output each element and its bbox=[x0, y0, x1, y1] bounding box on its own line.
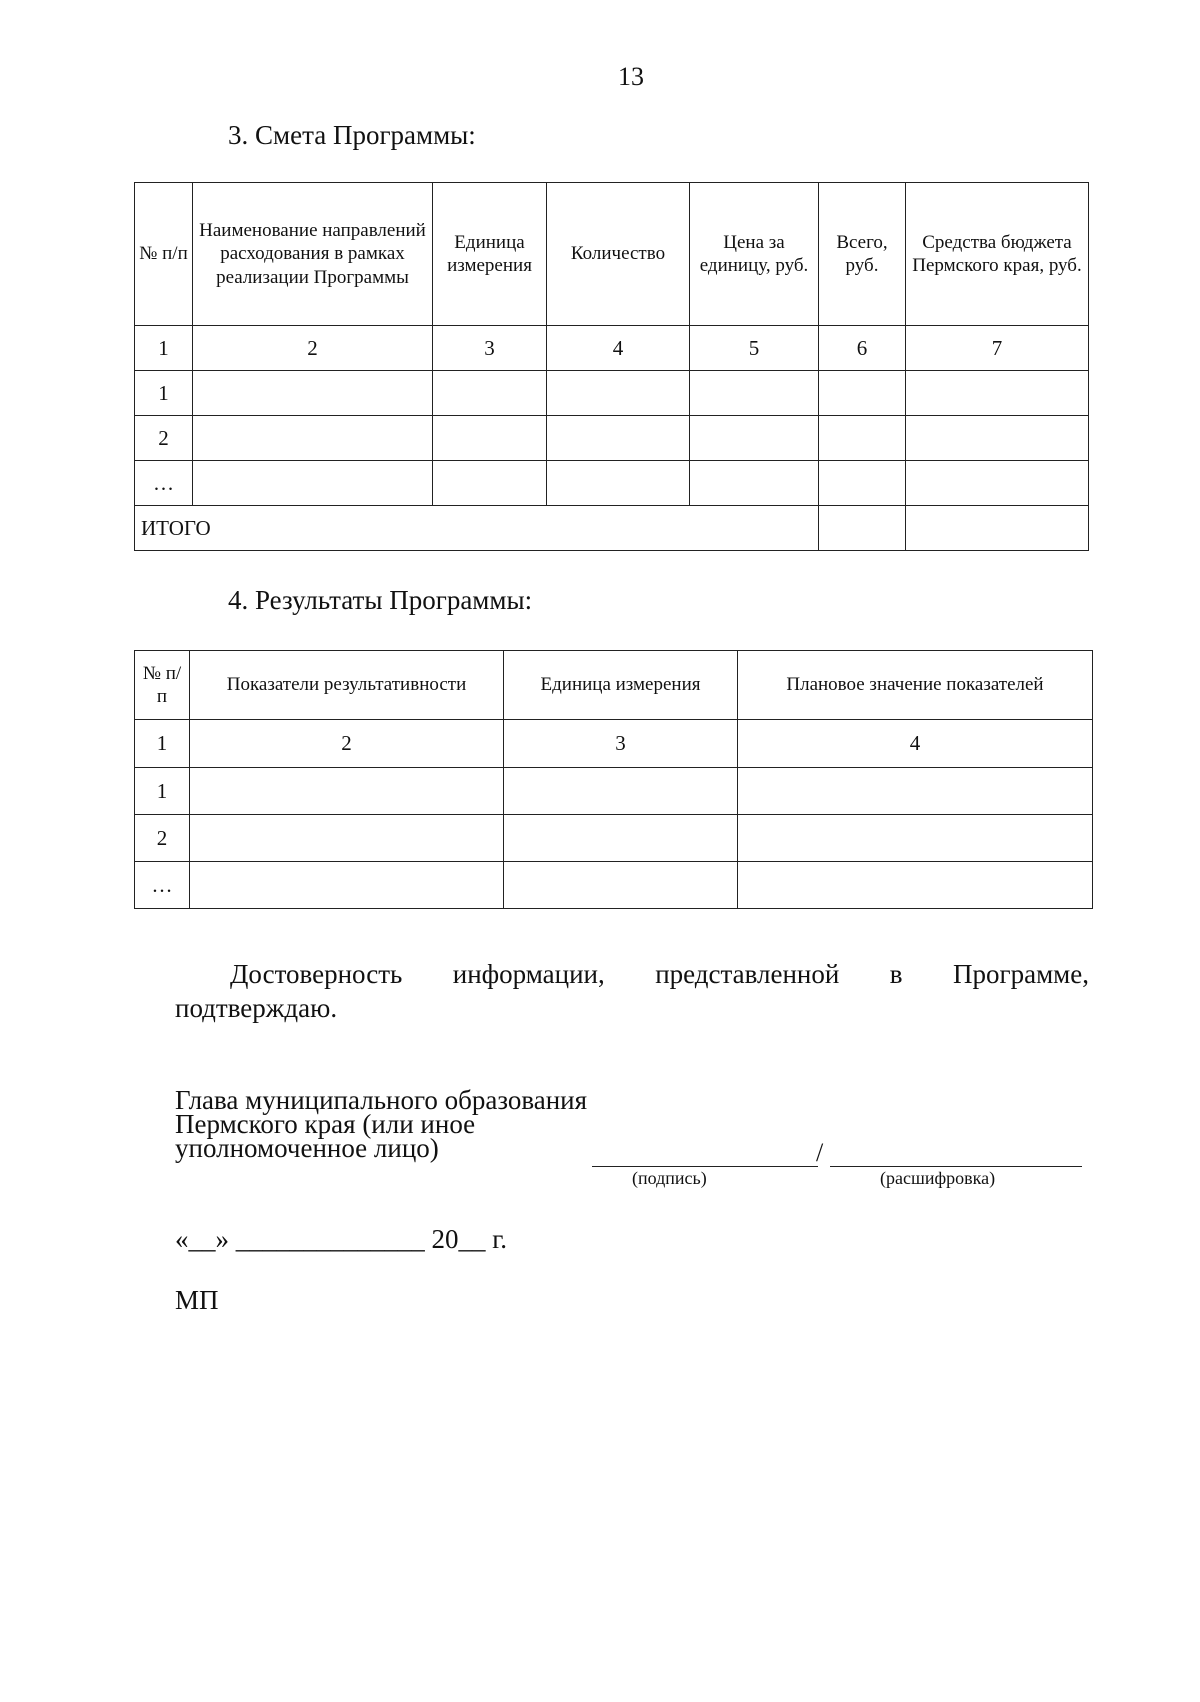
decoding-caption: (расшифровка) bbox=[880, 1168, 996, 1188]
table-row bbox=[135, 416, 1089, 461]
empty-cell bbox=[190, 768, 504, 815]
empty-cell bbox=[190, 815, 504, 862]
empty-cell bbox=[504, 862, 738, 909]
empty-cell bbox=[190, 862, 504, 909]
table-row bbox=[135, 768, 1093, 815]
row-number-cell: 2 bbox=[135, 416, 193, 461]
signatory-title bbox=[175, 1085, 588, 1163]
empty-cell bbox=[433, 416, 547, 461]
results-table-header-row bbox=[135, 651, 1093, 720]
total-label: ИТОГО bbox=[135, 506, 819, 551]
budget-col-quantity-header: Количество bbox=[547, 183, 690, 326]
signature-block bbox=[592, 1136, 1082, 1186]
empty-cell bbox=[547, 371, 690, 416]
empty-cell bbox=[738, 768, 1093, 815]
column-number-cell: 3 bbox=[433, 326, 547, 371]
confirmation-word: информации, bbox=[452, 959, 605, 989]
table-row bbox=[135, 862, 1093, 909]
budget-col-direction-header: Наименование направлений расходования в рамках реализации Программы bbox=[193, 183, 433, 326]
budget-table bbox=[134, 182, 1089, 551]
stamp-label: МП bbox=[175, 1285, 219, 1315]
budget-col-price-header: Цена за единицу, руб. bbox=[690, 183, 819, 326]
signatory-title-line: уполномоченное лицо) bbox=[175, 1133, 439, 1163]
row-number-cell: … bbox=[135, 862, 190, 909]
empty-cell bbox=[738, 815, 1093, 862]
empty-cell bbox=[819, 461, 906, 506]
signatory-title-line: Глава муниципального образования bbox=[175, 1085, 588, 1115]
empty-cell bbox=[433, 371, 547, 416]
column-number-cell: 7 bbox=[906, 326, 1089, 371]
budget-col-regional-funds-header: Средства бюджета Пермского края, руб. bbox=[906, 183, 1089, 326]
empty-cell bbox=[547, 461, 690, 506]
empty-cell bbox=[690, 371, 819, 416]
signatory-title-line: Пермского края (или иное bbox=[175, 1109, 476, 1139]
table-row bbox=[135, 815, 1093, 862]
empty-cell bbox=[547, 416, 690, 461]
empty-cell bbox=[906, 416, 1089, 461]
section-4-heading: 4. Результаты Программы: bbox=[228, 585, 533, 615]
signature-caption: (подпись) bbox=[632, 1168, 707, 1188]
empty-cell bbox=[819, 371, 906, 416]
column-number-cell: 2 bbox=[193, 326, 433, 371]
table-row bbox=[135, 371, 1089, 416]
confirmation-line-2: подтверждаю. bbox=[175, 992, 338, 1023]
confirmation-word: Достоверность bbox=[230, 959, 403, 989]
budget-table-column-numbers-row bbox=[135, 326, 1089, 371]
column-number-cell: 1 bbox=[135, 326, 193, 371]
column-number-cell: 4 bbox=[738, 720, 1093, 768]
signature-line bbox=[592, 1166, 818, 1167]
empty-cell bbox=[690, 461, 819, 506]
signature-slash: / bbox=[816, 1138, 824, 1167]
row-number-cell: 2 bbox=[135, 815, 190, 862]
column-number-cell: 3 bbox=[504, 720, 738, 768]
empty-cell bbox=[690, 416, 819, 461]
results-table bbox=[134, 650, 1093, 909]
confirmation-statement bbox=[175, 958, 1089, 1026]
empty-cell bbox=[738, 862, 1093, 909]
column-number-cell: 6 bbox=[819, 326, 906, 371]
results-col-planned-value-header: Плановое значение показателей bbox=[738, 651, 1093, 720]
empty-cell bbox=[906, 506, 1089, 551]
empty-cell bbox=[193, 416, 433, 461]
confirmation-line-1 bbox=[175, 958, 1089, 992]
empty-cell bbox=[906, 371, 1089, 416]
budget-total-row bbox=[135, 506, 1089, 551]
empty-cell bbox=[433, 461, 547, 506]
results-col-number-header: № п/п bbox=[135, 651, 190, 720]
section-3-heading: 3. Смета Программы: bbox=[228, 120, 476, 150]
budget-col-number-header: № п/п bbox=[135, 183, 193, 326]
empty-cell bbox=[504, 768, 738, 815]
budget-col-total-header: Всего, руб. bbox=[819, 183, 906, 326]
results-col-unit-header: Единица измерения bbox=[504, 651, 738, 720]
confirmation-word: в bbox=[889, 959, 903, 989]
confirmation-word: Программе, bbox=[953, 959, 1089, 989]
column-number-cell: 4 bbox=[547, 326, 690, 371]
column-number-cell: 5 bbox=[690, 326, 819, 371]
budget-col-unit-header: Единица измерения bbox=[433, 183, 547, 326]
confirmation-word: представленной bbox=[655, 959, 840, 989]
empty-cell bbox=[193, 461, 433, 506]
row-number-cell: … bbox=[135, 461, 193, 506]
budget-table-header-row bbox=[135, 183, 1089, 326]
column-number-cell: 1 bbox=[135, 720, 190, 768]
page-number: 13 bbox=[618, 62, 644, 91]
date-line: «__» ______________ 20__ г. bbox=[175, 1224, 508, 1254]
empty-cell bbox=[906, 461, 1089, 506]
row-number-cell: 1 bbox=[135, 768, 190, 815]
results-table-column-numbers-row bbox=[135, 720, 1093, 768]
empty-cell bbox=[504, 815, 738, 862]
row-number-cell: 1 bbox=[135, 371, 193, 416]
empty-cell bbox=[193, 371, 433, 416]
table-row bbox=[135, 461, 1089, 506]
empty-cell bbox=[819, 416, 906, 461]
empty-cell bbox=[819, 506, 906, 551]
results-col-indicators-header: Показатели результативности bbox=[190, 651, 504, 720]
decoding-line bbox=[830, 1166, 1082, 1167]
column-number-cell: 2 bbox=[190, 720, 504, 768]
